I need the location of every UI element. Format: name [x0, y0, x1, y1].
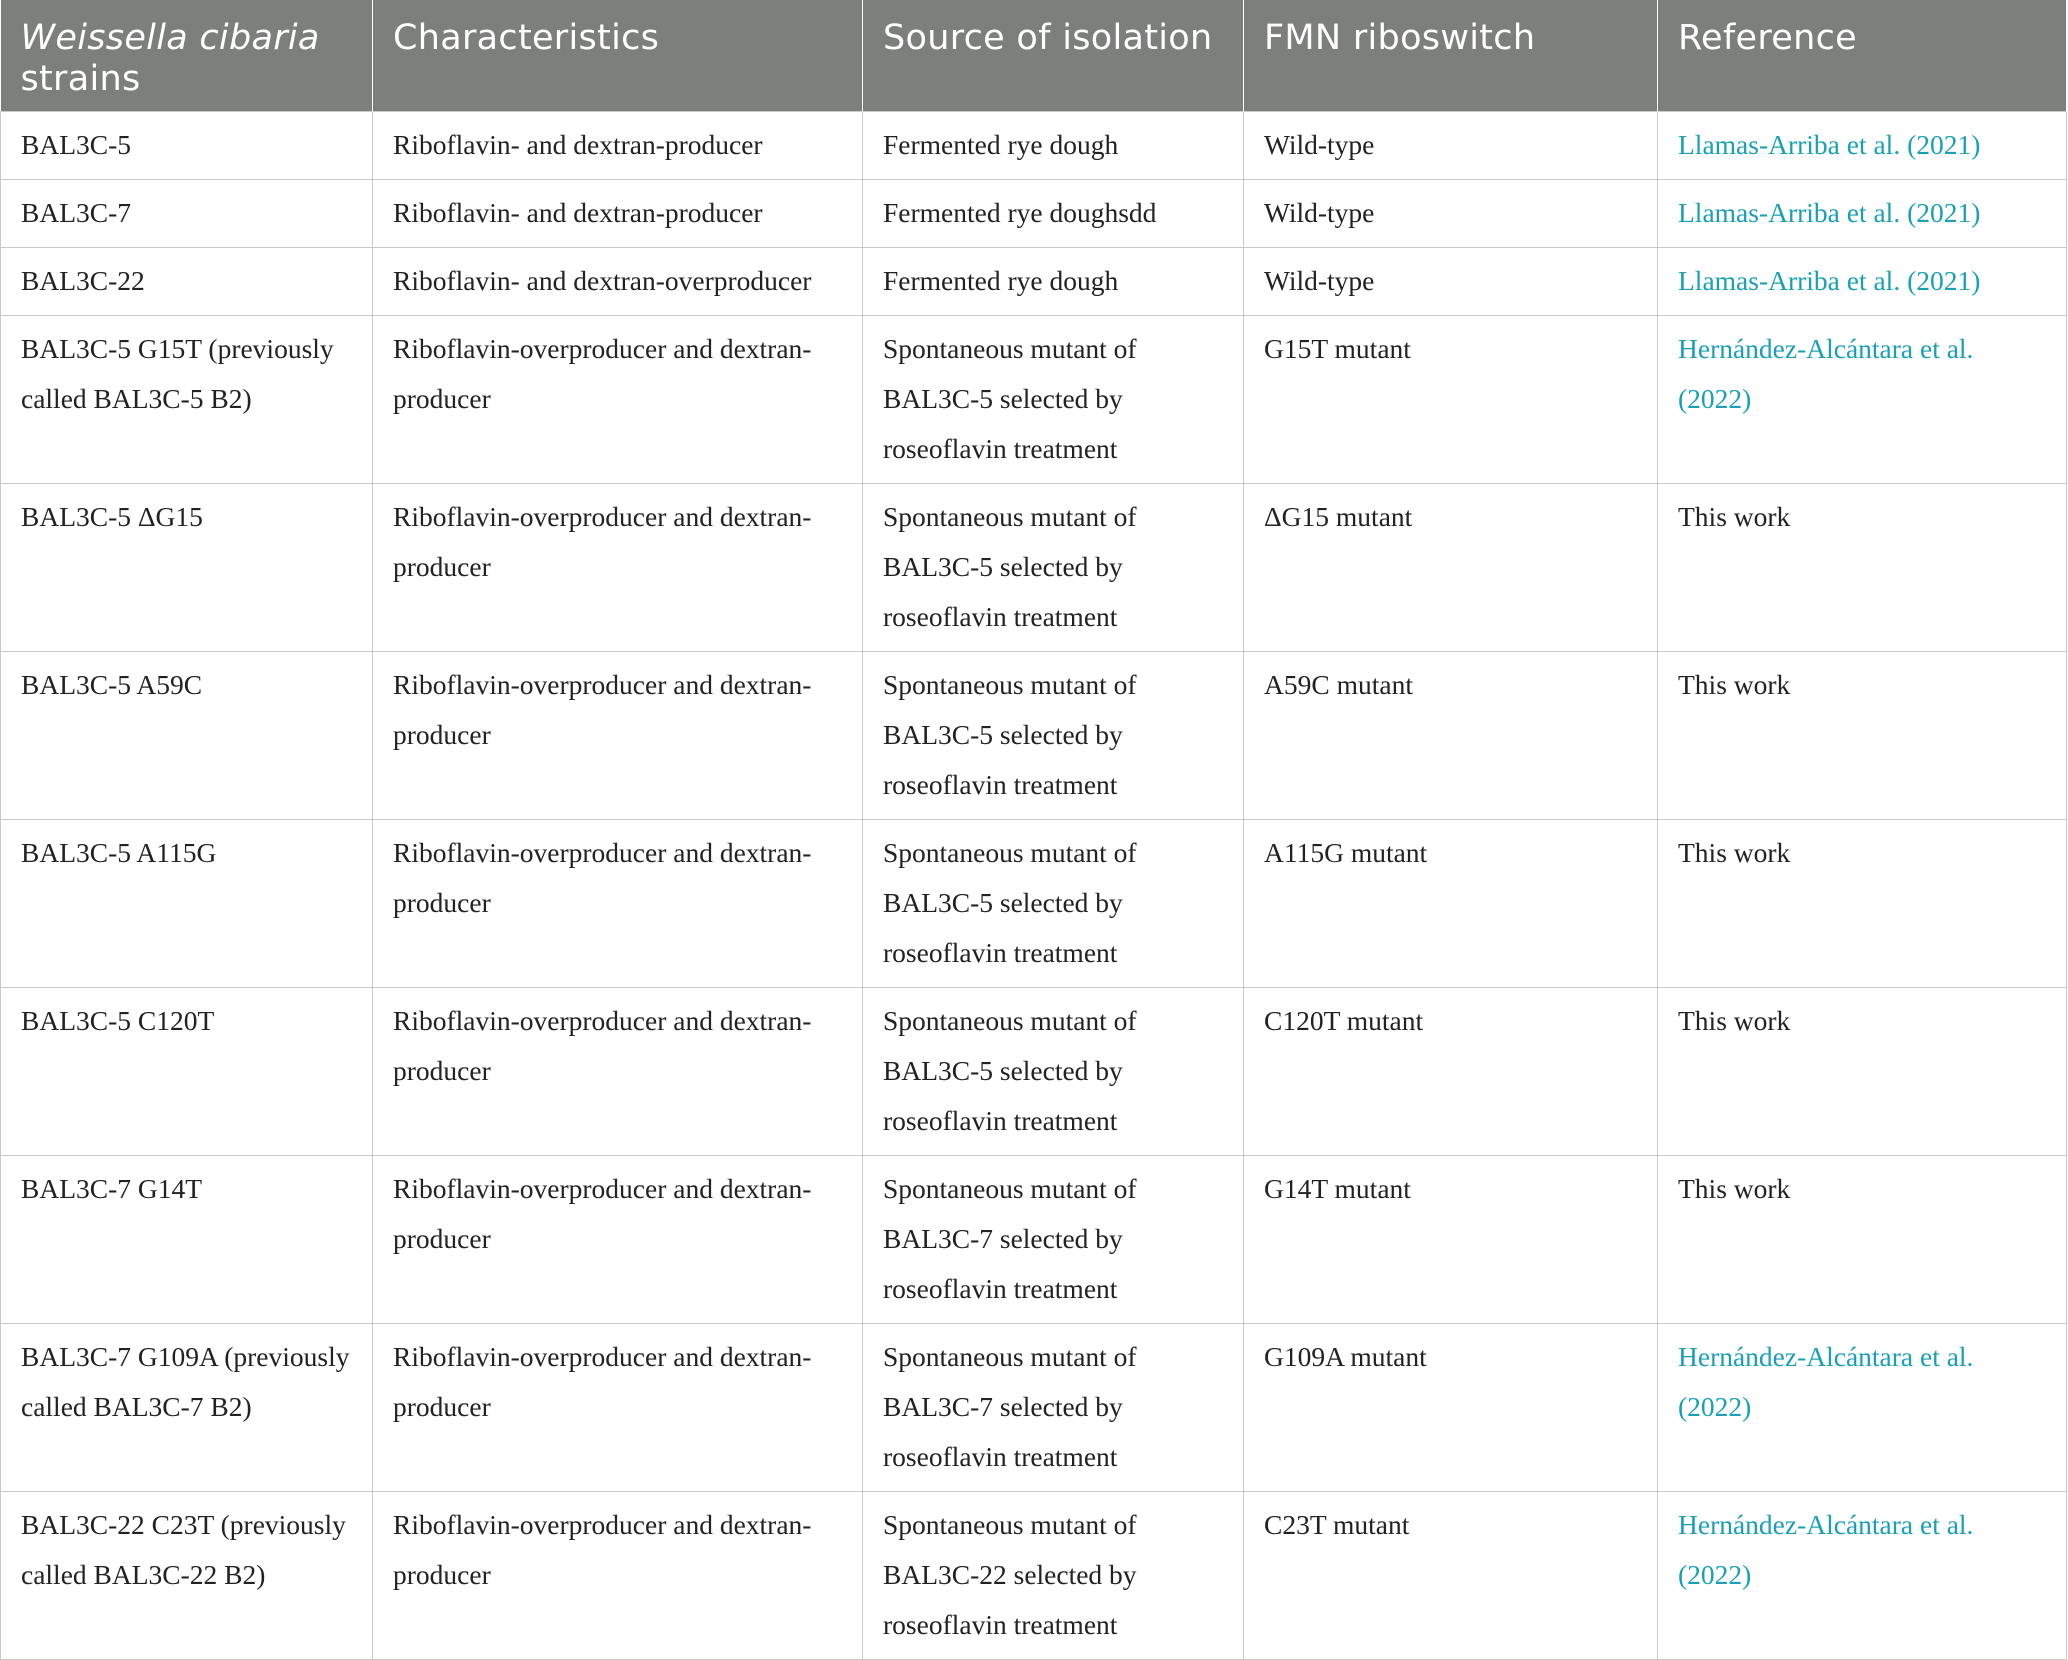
header-strains-species: Weissella cibaria — [20, 18, 320, 58]
reference-text: This work — [1678, 837, 1791, 868]
reference-link[interactable]: Llamas-Arriba et al. (2021) — [1678, 129, 1981, 160]
fmn-riboswitch-cell: A115G mutant — [1244, 820, 1658, 988]
strain-cell: BAL3C-22 C23T (previously called BAL3C-22 B2) — [1, 1492, 373, 1660]
header-strains-word: strains — [20, 59, 141, 99]
header-strains — [1, 0, 373, 112]
reference-cell — [1658, 1492, 2067, 1660]
reference-link[interactable]: Llamas-Arriba et al. (2021) — [1678, 265, 1981, 296]
reference-cell — [1658, 820, 2067, 988]
fmn-riboswitch-cell: C23T mutant — [1244, 1492, 1658, 1660]
reference-text: This work — [1678, 1005, 1791, 1036]
source-cell: Fermented rye dough — [863, 248, 1244, 316]
table-row — [1, 820, 2067, 988]
characteristics-cell: Riboflavin-overproducer and dextran-producer — [373, 484, 863, 652]
strain-cell: BAL3C-5 A115G — [1, 820, 373, 988]
reference-cell — [1658, 484, 2067, 652]
header-fmn-riboswitch: FMN riboswitch — [1244, 0, 1658, 112]
reference-cell — [1658, 248, 2067, 316]
characteristics-cell: Riboflavin-overproducer and dextran-producer — [373, 988, 863, 1156]
reference-cell — [1658, 652, 2067, 820]
source-cell: Fermented rye dough — [863, 112, 1244, 180]
table-row — [1, 180, 2067, 248]
source-cell: Spontaneous mutant of BAL3C-5 selected by roseoflavin treatment — [863, 484, 1244, 652]
source-cell: Spontaneous mutant of BAL3C-7 selected by roseoflavin treatment — [863, 1324, 1244, 1492]
fmn-riboswitch-cell: G15T mutant — [1244, 316, 1658, 484]
reference-cell — [1658, 112, 2067, 180]
strain-cell: BAL3C-22 — [1, 248, 373, 316]
strain-cell: BAL3C-5 C120T — [1, 988, 373, 1156]
strain-cell: BAL3C-5 — [1, 112, 373, 180]
characteristics-cell: Riboflavin-overproducer and dextran-producer — [373, 1492, 863, 1660]
reference-cell — [1658, 180, 2067, 248]
header-source: Source of isolation — [863, 0, 1244, 112]
reference-cell — [1658, 1324, 2067, 1492]
table-row — [1, 652, 2067, 820]
strain-cell: BAL3C-5 A59C — [1, 652, 373, 820]
characteristics-cell: Riboflavin-overproducer and dextran-producer — [373, 1324, 863, 1492]
characteristics-cell: Riboflavin-overproducer and dextran-producer — [373, 316, 863, 484]
fmn-riboswitch-cell: ΔG15 mutant — [1244, 484, 1658, 652]
table-row — [1, 112, 2067, 180]
source-cell: Fermented rye doughsdd — [863, 180, 1244, 248]
characteristics-cell: Riboflavin-overproducer and dextran-producer — [373, 652, 863, 820]
strain-cell: BAL3C-7 — [1, 180, 373, 248]
table-row — [1, 988, 2067, 1156]
source-cell: Spontaneous mutant of BAL3C-5 selected by roseoflavin treatment — [863, 316, 1244, 484]
characteristics-cell: Riboflavin- and dextran-producer — [373, 180, 863, 248]
table-body — [1, 112, 2067, 1660]
reference-cell — [1658, 316, 2067, 484]
fmn-riboswitch-cell: G14T mutant — [1244, 1156, 1658, 1324]
fmn-riboswitch-cell: A59C mutant — [1244, 652, 1658, 820]
fmn-riboswitch-cell: Wild-type — [1244, 112, 1658, 180]
characteristics-cell: Riboflavin-overproducer and dextran-producer — [373, 1156, 863, 1324]
source-cell: Spontaneous mutant of BAL3C-22 selected by roseoflavin treatment — [863, 1492, 1244, 1660]
source-cell: Spontaneous mutant of BAL3C-5 selected by roseoflavin treatment — [863, 652, 1244, 820]
reference-link[interactable]: Llamas-Arriba et al. (2021) — [1678, 197, 1981, 228]
reference-link[interactable]: Hernández-Alcántara et al. (2022) — [1678, 1341, 1974, 1422]
reference-link[interactable]: Hernández-Alcántara et al. (2022) — [1678, 1509, 1974, 1590]
strain-cell: BAL3C-7 G14T — [1, 1156, 373, 1324]
table-row — [1, 248, 2067, 316]
reference-cell — [1658, 1156, 2067, 1324]
table-row — [1, 316, 2067, 484]
reference-text: This work — [1678, 669, 1791, 700]
table-row — [1, 484, 2067, 652]
reference-cell — [1658, 988, 2067, 1156]
fmn-riboswitch-cell: Wild-type — [1244, 248, 1658, 316]
characteristics-cell: Riboflavin-overproducer and dextran-producer — [373, 820, 863, 988]
strain-cell: BAL3C-5 G15T (previously called BAL3C-5 B2) — [1, 316, 373, 484]
strain-cell: BAL3C-7 G109A (previously called BAL3C-7 B2) — [1, 1324, 373, 1492]
reference-text: This work — [1678, 501, 1791, 532]
characteristics-cell: Riboflavin- and dextran-producer — [373, 112, 863, 180]
table-row — [1, 1324, 2067, 1492]
fmn-riboswitch-cell: C120T mutant — [1244, 988, 1658, 1156]
reference-link[interactable]: Hernández-Alcántara et al. (2022) — [1678, 333, 1974, 414]
table-header — [1, 0, 2067, 112]
source-cell: Spontaneous mutant of BAL3C-5 selected by roseoflavin treatment — [863, 988, 1244, 1156]
strain-cell: BAL3C-5 ΔG15 — [1, 484, 373, 652]
table-row — [1, 1492, 2067, 1660]
source-cell: Spontaneous mutant of BAL3C-5 selected by roseoflavin treatment — [863, 820, 1244, 988]
fmn-riboswitch-cell: G109A mutant — [1244, 1324, 1658, 1492]
header-reference: Reference — [1658, 0, 2067, 112]
table-row — [1, 1156, 2067, 1324]
characteristics-cell: Riboflavin- and dextran-overproducer — [373, 248, 863, 316]
header-characteristics: Characteristics — [373, 0, 863, 112]
source-cell: Spontaneous mutant of BAL3C-7 selected by roseoflavin treatment — [863, 1156, 1244, 1324]
header-row — [1, 0, 2067, 112]
reference-text: This work — [1678, 1173, 1791, 1204]
fmn-riboswitch-cell: Wild-type — [1244, 180, 1658, 248]
